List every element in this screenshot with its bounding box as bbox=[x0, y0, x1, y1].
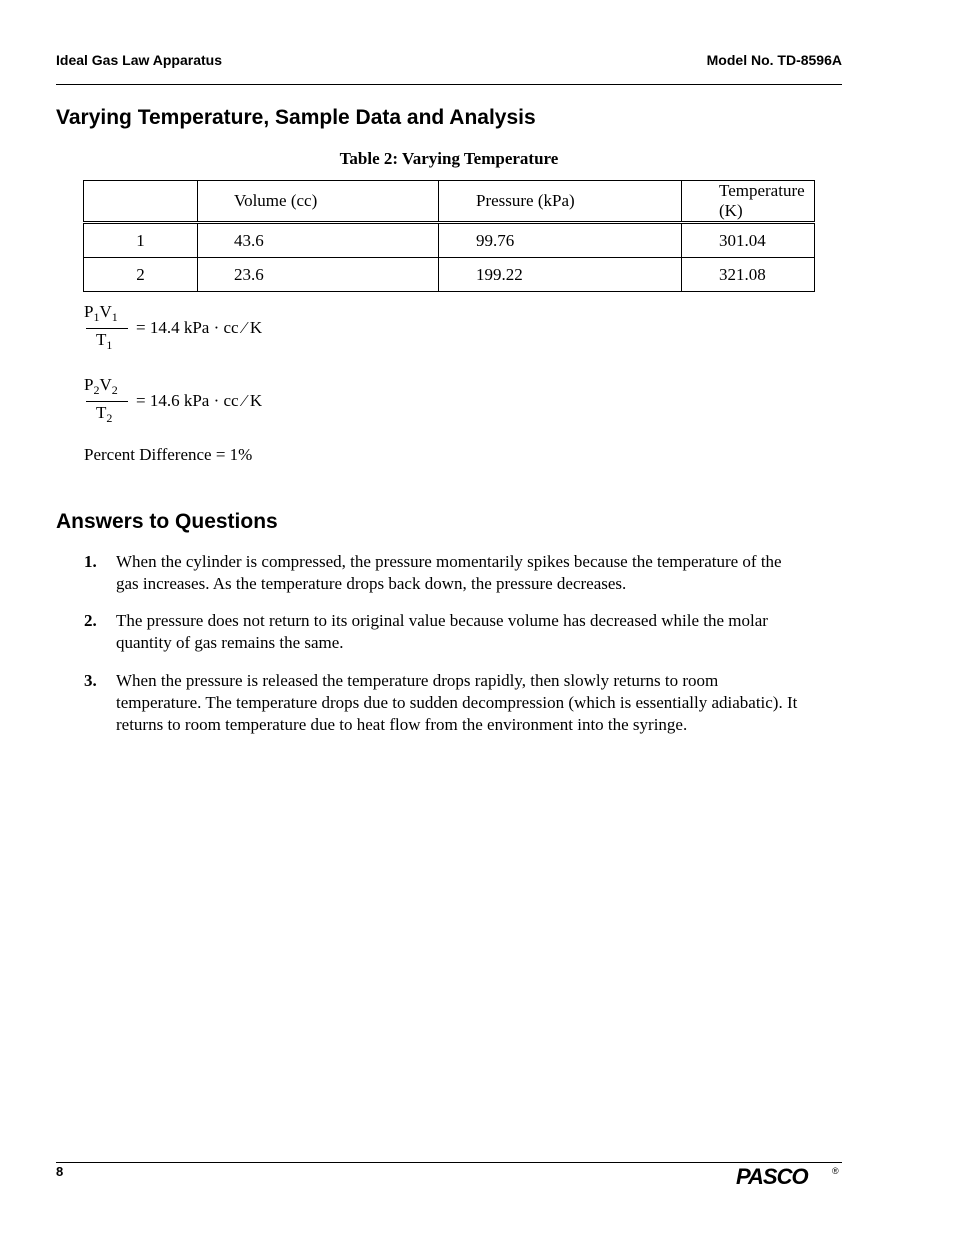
answer-text: When the cylinder is compressed, the pressure momentarily spikes because the temperature of the gas increases. As the temperature drops back down, the pressure decreases. bbox=[116, 552, 782, 593]
table-header-row bbox=[84, 181, 815, 223]
answer-number: 3. bbox=[84, 671, 97, 690]
fraction-bar bbox=[86, 328, 128, 329]
percent-difference: Percent Difference = 1% bbox=[84, 445, 253, 464]
table-header-cell: Volume (cc) bbox=[198, 181, 439, 223]
equation-result: = 14.4 kPa · cc ⁄ K bbox=[136, 318, 263, 337]
equation-denominator: $T_1$ bbox=[96, 330, 113, 352]
running-header-model: Model No. TD-8596A bbox=[706, 52, 842, 68]
table-header-cell: Pressure (kPa) bbox=[439, 181, 682, 223]
fraction-bar bbox=[86, 401, 128, 402]
answer-item bbox=[84, 610, 804, 654]
table-header-cell bbox=[84, 181, 198, 223]
equation-numerator: $P_2V_2$ bbox=[84, 375, 118, 397]
table-cell: 23.6 bbox=[198, 258, 439, 292]
footer-rule bbox=[56, 1162, 842, 1163]
page-number: 8 bbox=[56, 1164, 64, 1179]
equation-denominator: $T_2$ bbox=[96, 403, 113, 425]
answer-text: The pressure does not return to its original value because volume has decreased while the molar quantity of gas remains the same. bbox=[116, 611, 768, 652]
table-cell: 43.6 bbox=[198, 223, 439, 258]
answer-number: 1. bbox=[84, 552, 97, 571]
table-cell: 199.22 bbox=[439, 258, 682, 292]
answer-item bbox=[84, 670, 804, 736]
equation-numerator: $P_1V_1$ bbox=[84, 302, 118, 324]
table-cell: 1 bbox=[84, 223, 198, 258]
answers-heading: Answers to Questions bbox=[56, 510, 278, 533]
logo-wordmark: PASCO bbox=[736, 1164, 808, 1188]
answer-text: When the pressure is released the temperature drops rapidly, then slowly returns to room temperature. The temperature drops due to sudden decompression (which is essentially adiabatic). It returns to room temperature due to heat flow from the environment into the syringe. bbox=[116, 671, 798, 734]
section-heading: Varying Temperature, Sample Data and Analysis bbox=[56, 106, 536, 129]
running-header-title: Ideal Gas Law Apparatus bbox=[56, 52, 222, 68]
registered-mark: ® bbox=[832, 1166, 839, 1176]
pasco-logo bbox=[734, 1164, 844, 1193]
answer-number: 2. bbox=[84, 611, 97, 630]
data-table bbox=[83, 180, 815, 292]
table-row bbox=[84, 258, 815, 292]
table-caption: Table 2: Varying Temperature bbox=[339, 149, 559, 168]
answer-item bbox=[84, 551, 804, 595]
table-cell: 321.08 bbox=[682, 258, 815, 292]
table-cell: 2 bbox=[84, 258, 198, 292]
table-cell: 99.76 bbox=[439, 223, 682, 258]
equation-result: = 14.6 kPa · cc ⁄ K bbox=[136, 391, 263, 410]
header-rule bbox=[56, 84, 842, 85]
table-cell: 301.04 bbox=[682, 223, 815, 258]
table-header-cell: Temperature (K) bbox=[682, 181, 815, 223]
table-row bbox=[84, 223, 815, 258]
